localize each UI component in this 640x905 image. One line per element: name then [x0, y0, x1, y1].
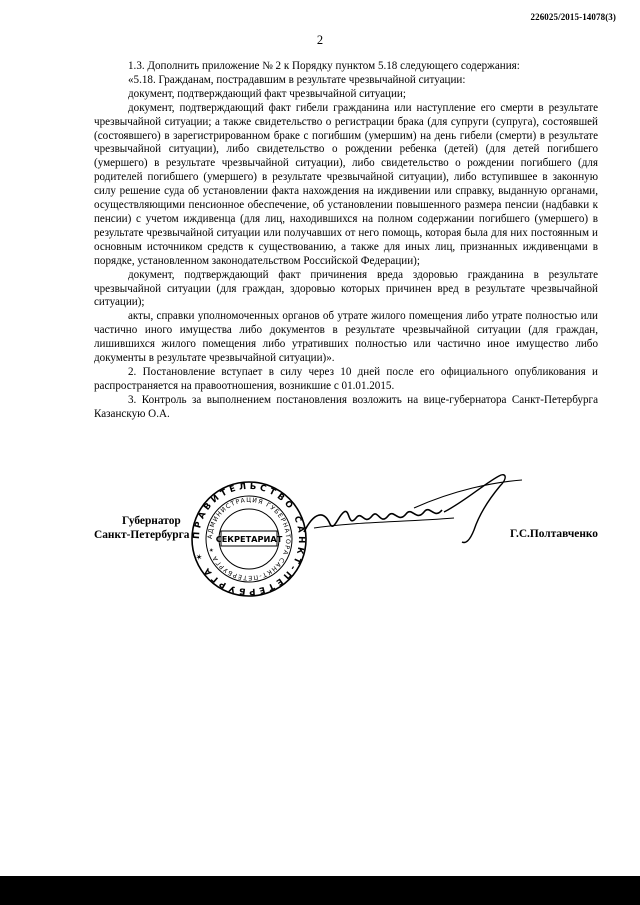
signer-title-line-2: Санкт-Петербурга	[94, 529, 190, 541]
signature-drawing	[294, 472, 524, 552]
signer-title	[94, 514, 190, 542]
svg-text:ПРАВИТЕЛЬСТВО САНКТ-ПЕТЕРБУРГА: ПРАВИТЕЛЬСТВО САНКТ-ПЕТЕРБУРГА ✶	[191, 481, 307, 597]
paragraph-5-18: «5.18. Гражданам, пострадавшим в результате чрезвычайной ситуации:	[128, 73, 466, 86]
signature-block	[94, 481, 598, 634]
paragraph-1-3: 1.3. Дополнить приложение № 2 к Порядку пунктом 5.18 следующего содержания:	[128, 60, 520, 72]
paragraph-death-document: документ, подтверждающий факт гибели гражданина или наступление его смерти в результате чрезвычайной ситуации; а также свидетельство о регистрации брака (для супруги (супруга), состоявшей (состоявшего) в зарегистрированном браке с погибшим (умершим) на день гибели (смерти) в результате чрезвычайной ситуации), либо свидетельство о рождении ребенка (детей) (для детей погибшего (умершего) в результате чрезвычайной ситуации), либо свидетельство о рождении погибшего (для родителей погибшего (умершего) в результате чрезвычайной ситуации), либо вступившее в законную силу решение суда об установлении факта нахождения на иждивении или справку, выданную органами, осуществляющими пенсионное обеспечение, об установлении повышенного размера пенсии (надбавки к пенсии) с учетом иждивенца (для лиц, находившихся на полном содержании погибшего (умершего) в результате чрезвычайной ситуации или получавших от него помощь, которая была для них постоянным и основным источником средств к существованию, а также для иных лиц, признанных иждивенцами в порядке, установленном законодательством Российской Федерации);	[94, 101, 598, 267]
page-number: 2	[316, 33, 324, 47]
document-body	[94, 60, 598, 422]
signer-title-line-1: Губернатор	[122, 515, 181, 527]
handwritten-signature	[294, 472, 524, 552]
seal-stamp-image	[190, 480, 308, 598]
svg-text:СЕКРЕТАРИАТ: СЕКРЕТАРИАТ	[215, 534, 283, 544]
svg-text:АДМИНИСТРАЦИЯ ГУБЕРНАТОРА САНК: АДМИНИСТРАЦИЯ ГУБЕРНАТОРА САНКТ-ПЕТЕРБУРГА ✶	[206, 496, 292, 582]
paragraph-2-effective: 2. Постановление вступает в силу через 10 дней после его официального опубликования и распространяется на правоотношения, возникшие с 01.01.2015.	[94, 365, 598, 392]
paragraph-3-control: 3. Контроль за выполнением постановления возложить на вице-губернатора Санкт-Петербурга Казанскую О.А.	[94, 393, 598, 420]
paragraph-emergency-document: документ, подтверждающий факт чрезвычайной ситуации;	[128, 87, 406, 100]
signer-name: Г.С.Полтавченко	[510, 528, 598, 540]
document-registration-number: 226025/2015-14078(3)	[530, 12, 616, 22]
official-seal	[190, 480, 308, 598]
paragraph-health-document: документ, подтверждающий факт причинения вреда здоровью гражданина в результате чрезвычайной ситуации (для граждан, здоровью которых причинен вред в результате чрезвычайной ситуации);	[94, 268, 598, 309]
scan-bottom-edge	[0, 876, 640, 905]
paragraph-property-acts: акты, справки уполномоченных органов об утрате жилого помещения либо утрате полностью или частично иного имущества либо документов в результате чрезвычайной ситуации (для граждан, лишившихся жилого помещения либо утративших полностью или частично иное имущество либо документы в результате чрезвычайной ситуации)».	[94, 310, 598, 365]
